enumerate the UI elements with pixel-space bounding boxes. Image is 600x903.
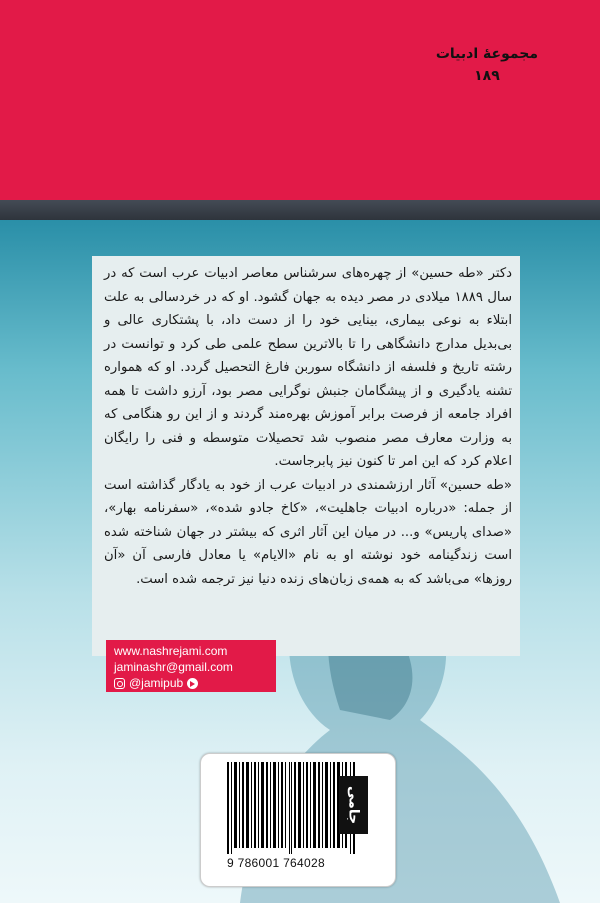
series-number: ۱۸۹ <box>474 68 500 84</box>
description-paragraph-1: دکتر «طه حسین» از چهره‌های سرشناس معاصر ادبیات عرب است که در سال ۱۸۸۹ میلادی در مصر دیده به جهان گشود. او که در خردسالی به علت ابتلاء به نوعی بیماری، بینایی خود را از دست داد، با پشتکاری عالی و بی‌بدیل مدارج دانشگاهی را تا بالاترین سطح علمی طی کرد و توانست در رشته تاریخ و فلسفه از دانشگاه سوربن فارغ التحصیل گردد. او که همواره تشنه یادگیری و از پیشگامان جنبش نوگرایی مصر بود، آرزو داشت تا همه افراد جامعه از فرصت برابر آموزش بهره‌مند گردند و از این رو هنگامی که به وزارت معارف مصر منصوب شد تحصیلات متوسطه و فنی را رایگان اعلام کرد که این امر تا کنون نیز پابرجاست. <box>104 266 512 469</box>
series-label <box>436 46 538 84</box>
description-text <box>104 262 512 591</box>
series-title: مجموعهٔ ادبیات <box>435 46 538 62</box>
website-link[interactable]: www.nashrejami.com <box>114 644 228 658</box>
contact-box <box>106 640 276 692</box>
social-handle[interactable]: @jamipub <box>129 676 184 690</box>
publisher-logo <box>339 776 368 834</box>
description-paragraph-2: «طه حسین» آثار ارزشمندی در ادبیات عرب از خود به یادگار گذاشته است از جمله: «درباره ادبیات جاهلیت»، «کاخ جادو شده»، «سفرنامه بهار»، «صدای پاریس» و... در میان این آثار اثری که بیشتر در جهان شناخته شده است زندگینامه خود نوشته او به نام «الایام» یا معادل فارسی آن «آن روزها» می‌باشد که به همه‌ی زبان‌های زنده دنیا نیز ترجمه شده است. <box>104 477 512 587</box>
email-link[interactable]: jaminashr@gmail.com <box>114 660 233 674</box>
publisher-logo-text: جامی <box>345 785 362 825</box>
barcode-image <box>227 762 357 854</box>
social-row <box>114 675 276 691</box>
instagram-icon[interactable] <box>114 678 125 689</box>
isbn-number: 9 786001 764028 <box>227 856 325 870</box>
dark-divider-strip <box>0 200 600 220</box>
telegram-icon[interactable] <box>187 678 198 689</box>
red-header-band <box>0 0 600 200</box>
